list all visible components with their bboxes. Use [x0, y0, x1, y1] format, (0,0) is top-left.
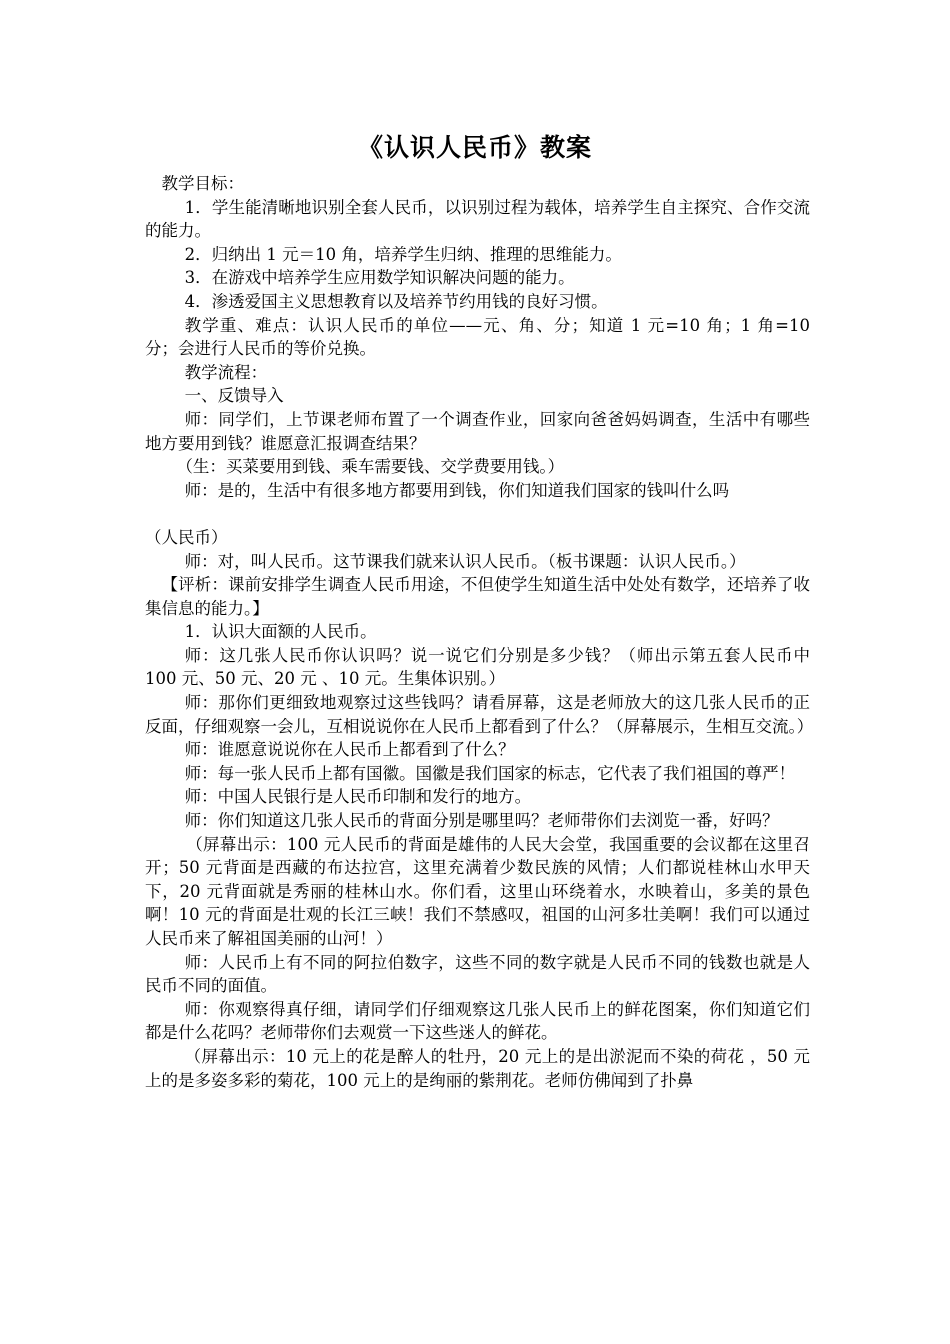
paragraph: 师：人民币上有不同的阿拉伯数字，这些不同的数字就是人民币不同的钱数也就是人民币不同的面值。: [145, 952, 810, 996]
paragraph: 1．学生能清晰地识别全套人民币，以识别过程为载体，培养学生自主探究、合作交流的能力。: [145, 197, 810, 241]
paragraph: 一、反馈导入: [184, 386, 284, 406]
paragraph: 师：同学们，上节课老师布置了一个调查作业，回家向爸爸妈妈调查，生活中有哪些地方要用到钱？谁愿意汇报调查结果？: [145, 409, 810, 453]
paragraph: 师：那你们更细致地观察过这些钱吗？请看屏幕，这是老师放大的这几张人民币的正反面，仔细观察一会儿，互相说说你在人民币上都看到了什么？（屏幕展示，生相互交流。）: [145, 693, 814, 736]
paragraph: （人民币）: [145, 527, 228, 547]
paragraph: 教学流程：: [184, 362, 268, 382]
paragraph: 【评析：课前安排学生调查人民币用途，不但使学生知道生活中处处有数学，还培养了收集信息的能力。】: [145, 575, 810, 618]
document-body: [145, 172, 814, 1092]
paragraph: 师：每一张人民币上都有国徽。国徽是我们国家的标志，它代表了我们祖国的尊严！: [184, 763, 796, 783]
paragraph: 师：你观察得真仔细，请同学们仔细观察这几张人民币上的鲜花图案，你们知道它们都是什么花吗？老师带你们去观赏一下这些迷人的鲜花。: [145, 999, 810, 1043]
paragraph: 2．归纳出 1 元＝10 角，培养学生归纳、推理的思维能力。: [184, 244, 622, 264]
paragraph: 师：是的，生活中有很多地方都要用到钱，你们知道我们国家的钱叫什么吗: [184, 480, 730, 500]
document-title: 《认识人民币》教案: [357, 133, 592, 162]
paragraph: 4．渗透爱国主义思想教育以及培养节约用钱的良好习惯。: [184, 291, 608, 311]
paragraph: 1．认识大面额的人民币。: [184, 622, 377, 642]
paragraph: 师：谁愿意说说你在人民币上都看到了什么？: [184, 740, 515, 760]
paragraph: 教学目标：: [161, 174, 244, 193]
paragraph: （屏幕出示：10 元上的花是醉人的牡丹，20 元上的是出淤泥而不染的荷花 ，50 元上的是多姿多彩的菊花，100 元上的是绚丽的紫荆花。老师仿佛闻到了扑鼻: [145, 1046, 810, 1090]
paragraph: 师：中国人民银行是人民币印制和发行的地方。: [184, 787, 532, 807]
paragraph: 师：这几张人民币你认识吗？说一说它们分别是多少钱？（师出示第五套人民币中 100 元、50 元、20 元 、10 元。生集体识别。）: [145, 645, 810, 689]
paragraph: 师：你们知道这几张人民币的背面分别是哪里吗？老师带你们去浏览一番，好吗？: [184, 811, 779, 831]
paragraph: （生：买菜要用到钱、乘车需要钱、交学费要用钱。）: [176, 457, 565, 477]
paragraph: （屏幕出示：100 元人民币的背面是雄伟的人民大会堂，我国重要的会议都在这里召开；50 元背面是西藏的布达拉宫，这里充满着少数民族的风情；人们都说桂林山水甲天下，20 元背面就是秀丽的桂林山水。你们看，这里山环绕着水，水映着山，多美的景色啊！10 元的背面是壮观的长江三峡！我们不禁感叹，祖国的山河多壮美啊！我们可以通过人民币来了解祖国美丽的山河！）: [145, 834, 810, 948]
paragraph: 教学重、难点：认识人民币的单位——元、角、分；知道 1 元=10 角；1 角=10 分；会进行人民币的等价兑换。: [145, 315, 810, 359]
paragraph: 3．在游戏中培养学生应用数学知识解决问题的能力。: [184, 268, 575, 288]
paragraph: 师：对，叫人民币。这节课我们就来认识人民币。（板书课题：认识人民币。）: [184, 551, 746, 571]
